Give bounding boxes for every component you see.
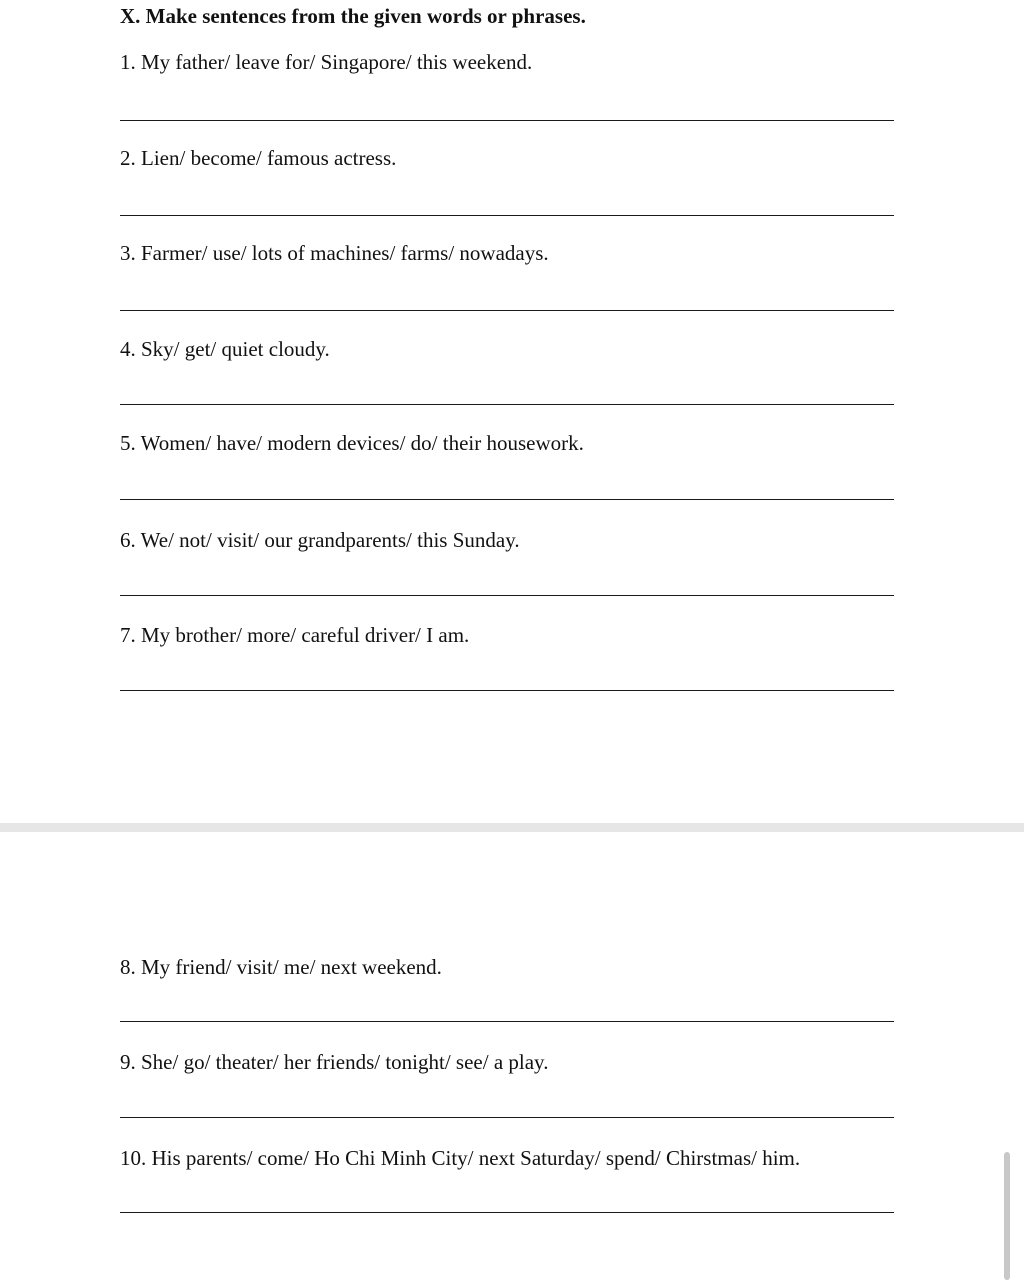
question-7: 7. My brother/ more/ careful driver/ I am. (120, 623, 470, 647)
question-5: 5. Women/ have/ modern devices/ do/ their housework. (120, 431, 584, 455)
question-2: 2. Lien/ become/ famous actress. (120, 146, 397, 170)
question-3: 3. Farmer/ use/ lots of machines/ farms/ nowadays. (120, 241, 549, 265)
answer-line-1[interactable] (120, 120, 894, 121)
answer-line-8[interactable] (120, 1021, 894, 1022)
question-9: 9. She/ go/ theater/ her friends/ tonight/ see/ a play. (120, 1050, 549, 1074)
question-1: 1. My father/ leave for/ Singapore/ this weekend. (120, 50, 533, 74)
scrollbar-thumb[interactable] (1004, 1152, 1010, 1280)
question-4: 4. Sky/ get/ quiet cloudy. (120, 337, 330, 361)
answer-line-4[interactable] (120, 404, 894, 405)
answer-line-3[interactable] (120, 310, 894, 311)
question-10: 10. His parents/ come/ Ho Chi Minh City/ next Saturday/ spend/ Chirstmas/ him. (120, 1146, 801, 1170)
exercise-heading: X. Make sentences from the given words or phrases. (120, 4, 586, 28)
answer-line-6[interactable] (120, 595, 894, 596)
answer-line-5[interactable] (120, 499, 894, 500)
answer-line-9[interactable] (120, 1117, 894, 1118)
answer-line-10[interactable] (120, 1212, 894, 1213)
page-separator (0, 823, 1024, 832)
answer-line-7[interactable] (120, 690, 894, 691)
question-8: 8. My friend/ visit/ me/ next weekend. (120, 955, 442, 979)
question-6: 6. We/ not/ visit/ our grandparents/ this Sunday. (120, 528, 520, 552)
answer-line-2[interactable] (120, 215, 894, 216)
page-2 (0, 832, 1024, 1280)
